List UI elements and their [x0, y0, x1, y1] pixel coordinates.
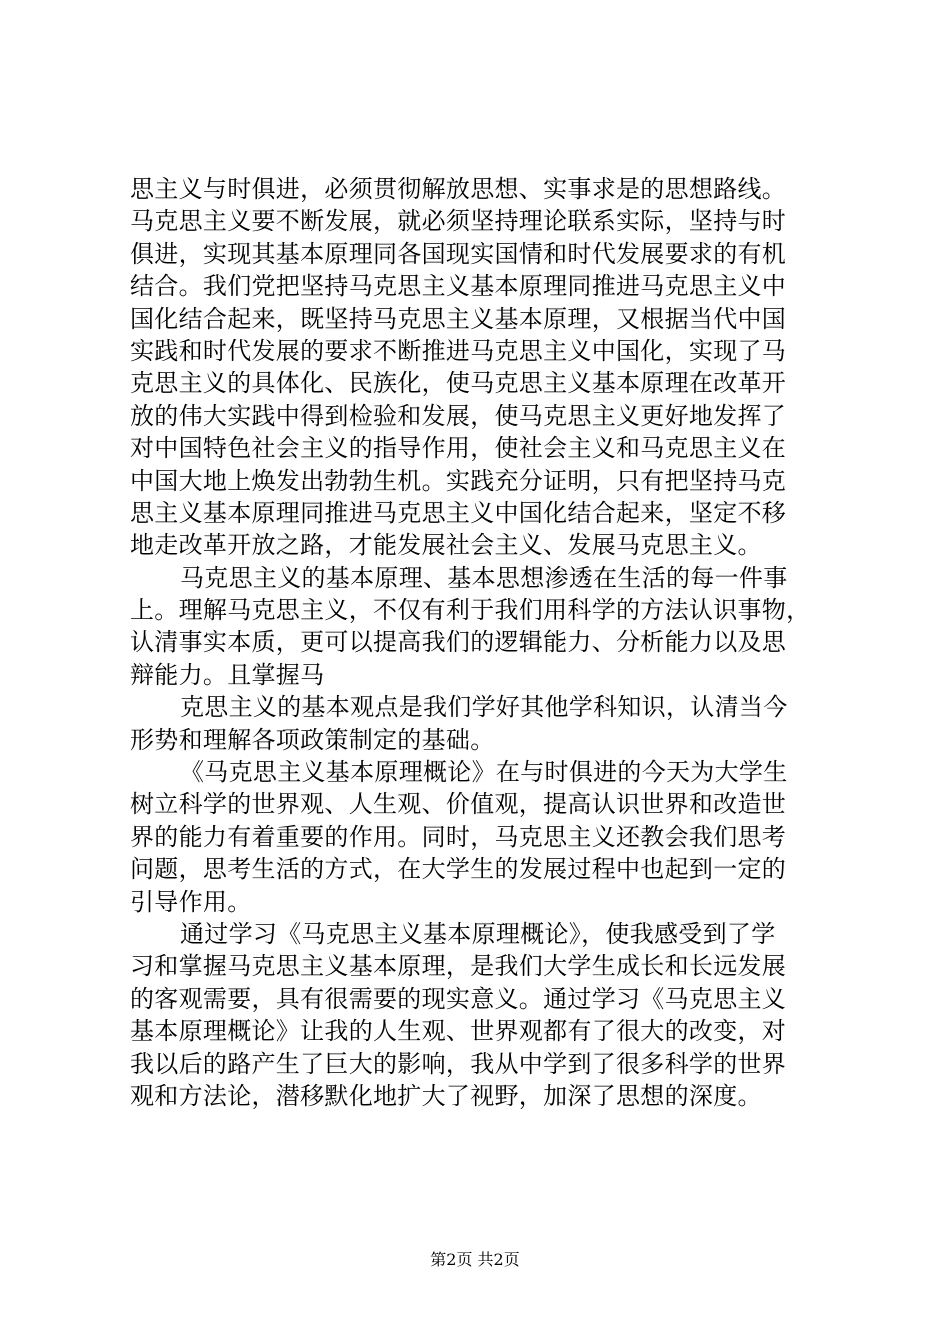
text-line: 基本原理概论》让我的人生观、世界观都有了很大的改变，对 [130, 1017, 787, 1046]
text-line: 辩能力。且掌握马 [130, 660, 325, 689]
text-line: 我以后的路产生了巨大的影响，我从中学到了很多科学的世界 [130, 1049, 787, 1078]
text-line: 国化结合起来，既坚持马克思主义基本原理，又根据当代中国 [130, 304, 787, 333]
text-line: 马克思主义要不断发展，就必须坚持理论联系实际，坚持与时 [130, 207, 787, 236]
text-line: 放的伟大实践中得到检验和发展，使马克思主义更好地发挥了 [130, 401, 787, 430]
text-line: 习和掌握马克思主义基本原理，是我们大学生成长和长远发展 [130, 952, 787, 981]
text-line: 界的能力有着重要的作用。同时，马克思主义还教会我们思考 [130, 822, 787, 851]
text-line: 通过学习《马克思主义基本原理概论》，使我感受到了学 [180, 919, 776, 948]
text-line: 引导作用。 [130, 887, 252, 916]
text-line: 的客观需要，具有很需要的现实意义。通过学习《马克思主义 [130, 984, 787, 1013]
text-line: 对中国特色社会主义的指导作用，使社会主义和马克思主义在 [130, 434, 787, 463]
text-line: 俱进，实现其基本原理同各国现实国情和时代发展要求的有机 [130, 239, 787, 268]
text-line: 结合。我们党把坚持马克思主义基本原理同推进马克思主义中 [130, 272, 787, 301]
text-line: 问题，思考生活的方式，在大学生的发展过程中也起到一定的 [130, 855, 787, 884]
text-line: 思主义基本原理同推进马克思主义中国化结合起来，坚定不移 [130, 498, 787, 527]
text-line: 《马克思主义基本原理概论》在与时俱进的今天为大学生 [180, 758, 788, 787]
text-line: 实践和时代发展的要求不断推进马克思主义中国化，实现了马 [130, 336, 787, 365]
text-line: 思主义与时俱进，必须贯彻解放思想、实事求是的思想路线。 [130, 175, 787, 203]
text-line: 地走改革开放之路，才能发展社会主义、发展马克思主义。 [130, 531, 762, 560]
page-number-footer: 第2页 共2页 [430, 1250, 520, 1269]
text-line: 克思主义的基本观点是我们学好其他学科知识，认清当今 [180, 693, 788, 722]
text-line: 观和方法论，潜移默化地扩大了视野，加深了思想的深度。 [130, 1081, 762, 1110]
text-line: 马克思主义的基本原理、基本思想渗透在生活的每一件事 [180, 563, 788, 592]
text-line: 树立科学的世界观、人生观、价值观，提高认识世界和改造世 [130, 790, 787, 819]
text-line: 形势和理解各项政策制定的基础。 [130, 725, 495, 754]
text-line: 中国大地上焕发出勃勃生机。实践充分证明，只有把坚持马克 [130, 466, 787, 495]
text-line: 上。理解马克思主义，不仅有利于我们用科学的方法认识事物， [130, 596, 811, 625]
text-line: 认清事实本质，更可以提高我们的逻辑能力、分析能力以及思 [130, 628, 787, 657]
document-body [130, 173, 830, 1112]
text-line: 克思主义的具体化、民族化，使马克思主义基本原理在改革开 [130, 369, 787, 398]
